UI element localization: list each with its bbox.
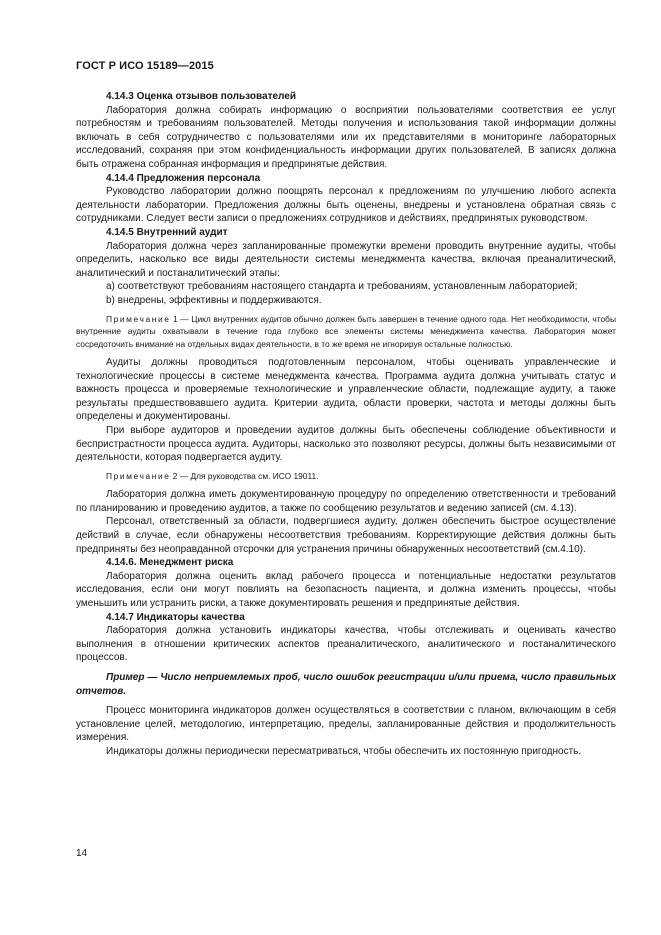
section-heading-4-14-4: 4.14.4 Предложения персонала [106, 172, 261, 184]
example-text: Пример — Число неприемлемых проб, число ошибок регистрации и/или приема, число правильных отчетов. [76, 671, 616, 697]
paragraph: Процесс мониторинга индикаторов должен осуществляться в соответствии с планом, включающим в себя установление целей, методологию, интерпретацию, пределы, запланированные действия и продолжительность измерения. [76, 705, 616, 744]
paragraph: Аудиты должны проводиться подготовленным персоналом, чтобы оценивать управленческие и технологические процессы в системе менеджмента качества. Программа аудита должна учитывать статус и важность процесса и проверяемые технологические и управленческие области, подлежащие аудиту, а также результаты предшествовавшего аудита. Критерии аудита, области проверки, частота и методы должны быть определены и документированы. [76, 357, 616, 423]
section-heading-4-14-7: 4.14.7 Индикаторы качества [106, 611, 245, 623]
paragraph: Лаборатория должна оценить вклад рабочего процесса и потенциальные недостатки результатов исследования, если они могут повлиять на безопасность пациента, и должна изменить процессы, чтобы уменьшить или устранить риски, а также документировать решения и предпринятые действия. [76, 570, 616, 609]
note-1 [76, 313, 616, 351]
paragraph: Лаборатория должна иметь документированную процедуру по определению ответственности и требований по планированию и проведению аудитов, а также по сообщению результатов и ведению записей (см. 4.13). [76, 489, 616, 514]
paragraph: Лаборатория должна через запланированные промежутки времени проводить внутренние аудиты, чтобы определить, насколько все виды деятельности системы менеджмента качества, включая преаналитический, аналитический и постаналитический этапы: [76, 240, 616, 279]
paragraph: При выборе аудиторов и проведении аудитов должны быть обеспечены соблюдение объективности и беспристрастности процесса аудита. Аудиторы, насколько это позволяют ресурсы, должны быть независимыми от деятельности, которая подвергается аудиту. [76, 424, 616, 464]
section-heading-4-14-3: 4.14.3 Оценка отзывов пользователей [106, 91, 296, 102]
list-item-b: b) внедрены, эффективны и поддерживаются. [106, 294, 322, 306]
note-2 [76, 470, 616, 483]
paragraph: Лаборатория должна собирать информацию о восприятии пользователями соответствия ее услуг потребностям и требованиям пользователей. Методы получения и использования такой информации должны включать в себя сотрудничество с пользователями или их представителями в мониторинге лабораторных исследований, сохраняя при этом конфиденциальность информации других пользователей. В записях должна быть отражена собранная информация и предпринятые действия. [76, 104, 616, 170]
paragraph: Лаборатория должна установить индикаторы качества, чтобы отслеживать и оценивать качество выполнения в отношении критических аспектов преаналитического, аналитического и постаналитического процессов. [76, 625, 616, 664]
document-header: ГОСТ Р ИСО 15189—2015 [76, 60, 214, 72]
paragraph: Руководство лаборатории должно поощрять персонал к предложениям по улучшению любого аспекта деятельности лаборатории. Предложения должны быть оценены, внедрены и установлена обратная связь с сотрудниками. Следует вести записи о предложениях сотрудников и действиях, предпринятых руководством. [76, 186, 616, 225]
paragraph: Индикаторы должны периодически пересматриваться, чтобы обеспечить их постоянную пригодность. [106, 745, 582, 757]
note-label: Примечание [106, 470, 171, 481]
section-heading-4-14-5: 4.14.5 Внутренний аудит [106, 226, 228, 238]
document-body [76, 90, 616, 759]
paragraph: Персонал, ответственный за области, подвергшиеся аудиту, должен обеспечить быстрое осуществление действий в случае, если обнаружены несоответствия требованиям. Корректирующие действия должны быть предприняты без неоправданной отсрочки для устранения причины обнаруженных несоответствий (см.4.10). [76, 516, 616, 555]
note-text: 1 — Цикл внутренних аудитов обычно должен быть завершен в течение одного года. Нет необходимости, чтобы внутренние аудиты охватывали в течение года глубоко все элементы системы менеджмента качества. Лаборатория может сосредоточить внимание на отдельных видах деятельности, в то же время не игнорируя остальные полностью. [76, 313, 616, 349]
section-heading-4-14-6: 4.14.6. Менеджмент риска [106, 557, 234, 569]
note-text: 2 — Для руководства см. ИСО 19011. [170, 470, 319, 481]
note-label: Примечание [106, 313, 171, 324]
list-item-a: a) соответствуют требованиям настоящего стандарта и требованиям, установленным лабораторией; [106, 281, 578, 293]
page-number: 14 [76, 848, 88, 859]
